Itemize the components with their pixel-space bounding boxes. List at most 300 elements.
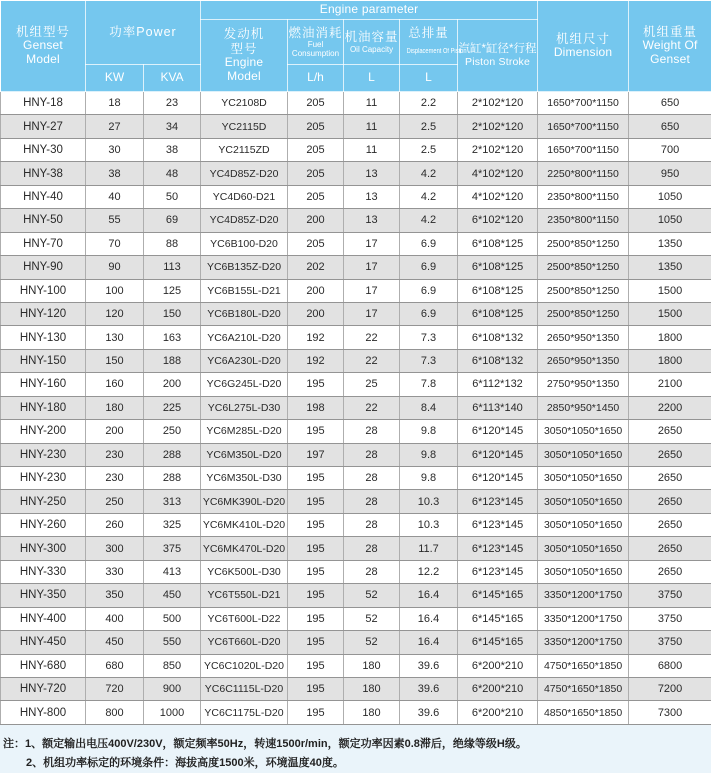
cell-piston: 6*108*132 bbox=[458, 326, 538, 349]
cell-model: HNY-230 bbox=[1, 443, 86, 466]
cell-model: HNY-260 bbox=[1, 513, 86, 536]
cell-kva: 200 bbox=[144, 373, 201, 396]
cell-kw: 40 bbox=[86, 185, 144, 208]
table-row bbox=[1, 443, 711, 466]
cell-model: HNY-27 bbox=[1, 115, 86, 138]
table-row bbox=[1, 349, 711, 372]
header-displacement-unit: L bbox=[400, 65, 458, 92]
cell-displacement: 6.9 bbox=[400, 232, 458, 255]
cell-oil: 22 bbox=[344, 326, 400, 349]
cell-engine: YC6G245L-D20 bbox=[201, 373, 288, 396]
note-2-text: 2、机组功率标定的环境条件：海拔高度1500米，环境温度40度。 bbox=[26, 757, 344, 769]
table-row bbox=[1, 256, 711, 279]
cell-kw: 260 bbox=[86, 513, 144, 536]
cell-model: HNY-720 bbox=[1, 677, 86, 700]
header-dimension-zh: 机组尺寸 bbox=[538, 32, 628, 46]
cell-weight: 1050 bbox=[629, 209, 711, 232]
cell-dim: 2500*850*1250 bbox=[538, 256, 629, 279]
cell-model: HNY-18 bbox=[1, 92, 86, 115]
cell-kva: 225 bbox=[144, 396, 201, 419]
header-power-label: 功率Power bbox=[86, 25, 200, 39]
cell-weight: 1800 bbox=[629, 349, 711, 372]
cell-dim: 3050*1050*1650 bbox=[538, 420, 629, 443]
cell-piston: 6*108*125 bbox=[458, 256, 538, 279]
cell-dim: 4750*1650*1850 bbox=[538, 677, 629, 700]
cell-displacement: 9.8 bbox=[400, 467, 458, 490]
header-genset-model bbox=[1, 1, 86, 92]
cell-fuel: 195 bbox=[288, 537, 344, 560]
cell-engine: YC6MK470L-D20 bbox=[201, 537, 288, 560]
cell-model: HNY-350 bbox=[1, 584, 86, 607]
cell-weight: 2650 bbox=[629, 420, 711, 443]
cell-piston: 6*102*120 bbox=[458, 209, 538, 232]
header-piston-stroke-zh: 汽缸*缸径*行程 bbox=[458, 43, 537, 56]
cell-piston: 6*123*145 bbox=[458, 537, 538, 560]
cell-weight: 3750 bbox=[629, 631, 711, 654]
cell-kva: 188 bbox=[144, 349, 201, 372]
cell-displacement: 4.2 bbox=[400, 209, 458, 232]
cell-piston: 2*102*120 bbox=[458, 92, 538, 115]
cell-oil: 28 bbox=[344, 513, 400, 536]
cell-fuel: 195 bbox=[288, 467, 344, 490]
cell-fuel: 195 bbox=[288, 701, 344, 724]
cell-fuel: 192 bbox=[288, 349, 344, 372]
cell-kva: 150 bbox=[144, 302, 201, 325]
cell-oil: 28 bbox=[344, 560, 400, 583]
cell-kw: 30 bbox=[86, 138, 144, 161]
cell-fuel: 195 bbox=[288, 373, 344, 396]
table-row bbox=[1, 373, 711, 396]
cell-piston: 6*200*210 bbox=[458, 654, 538, 677]
cell-model: HNY-450 bbox=[1, 631, 86, 654]
cell-displacement: 39.6 bbox=[400, 701, 458, 724]
cell-engine: YC6M285L-D20 bbox=[201, 420, 288, 443]
table-row bbox=[1, 584, 711, 607]
table-row bbox=[1, 420, 711, 443]
cell-displacement: 7.3 bbox=[400, 349, 458, 372]
cell-kw: 400 bbox=[86, 607, 144, 630]
cell-dim: 3050*1050*1650 bbox=[538, 560, 629, 583]
cell-fuel: 200 bbox=[288, 209, 344, 232]
cell-kva: 69 bbox=[144, 209, 201, 232]
cell-oil: 11 bbox=[344, 115, 400, 138]
cell-piston: 6*120*145 bbox=[458, 443, 538, 466]
table-row bbox=[1, 302, 711, 325]
header-power bbox=[86, 1, 201, 65]
cell-fuel: 195 bbox=[288, 513, 344, 536]
cell-fuel: 195 bbox=[288, 420, 344, 443]
cell-oil: 52 bbox=[344, 607, 400, 630]
cell-engine: YC6C1115L-D20 bbox=[201, 677, 288, 700]
cell-weight: 2100 bbox=[629, 373, 711, 396]
cell-engine: YC2115D bbox=[201, 115, 288, 138]
cell-oil: 11 bbox=[344, 92, 400, 115]
table-row bbox=[1, 138, 711, 161]
table-row bbox=[1, 490, 711, 513]
header-oil bbox=[344, 20, 400, 65]
cell-weight: 1350 bbox=[629, 256, 711, 279]
cell-dim: 4750*1650*1850 bbox=[538, 654, 629, 677]
cell-kva: 1000 bbox=[144, 701, 201, 724]
cell-engine: YC4D60-D21 bbox=[201, 185, 288, 208]
cell-displacement: 7.3 bbox=[400, 326, 458, 349]
cell-displacement: 11.7 bbox=[400, 537, 458, 560]
cell-kva: 288 bbox=[144, 443, 201, 466]
cell-dim: 3050*1050*1650 bbox=[538, 490, 629, 513]
cell-displacement: 6.9 bbox=[400, 256, 458, 279]
cell-model: HNY-50 bbox=[1, 209, 86, 232]
cell-dim: 3350*1200*1750 bbox=[538, 631, 629, 654]
cell-displacement: 6.9 bbox=[400, 302, 458, 325]
cell-displacement: 2.5 bbox=[400, 138, 458, 161]
cell-kva: 550 bbox=[144, 631, 201, 654]
cell-displacement: 9.8 bbox=[400, 420, 458, 443]
cell-weight: 2200 bbox=[629, 396, 711, 419]
cell-kva: 23 bbox=[144, 92, 201, 115]
cell-fuel: 205 bbox=[288, 92, 344, 115]
cell-engine: YC6L275L-D30 bbox=[201, 396, 288, 419]
cell-displacement: 16.4 bbox=[400, 631, 458, 654]
cell-kw: 100 bbox=[86, 279, 144, 302]
cell-displacement: 2.2 bbox=[400, 92, 458, 115]
note-1-text: 1、额定输出电压400V/230V，额定频率50Hz，转速1500r/min，额定功率因素0.8滞后，绝缘等级H级。 bbox=[25, 738, 527, 750]
cell-kw: 800 bbox=[86, 701, 144, 724]
cell-piston: 6*145*165 bbox=[458, 631, 538, 654]
cell-engine: YC2115ZD bbox=[201, 138, 288, 161]
cell-fuel: 205 bbox=[288, 162, 344, 185]
cell-kw: 27 bbox=[86, 115, 144, 138]
cell-dim: 4850*1650*1850 bbox=[538, 701, 629, 724]
cell-fuel: 200 bbox=[288, 279, 344, 302]
cell-weight: 1050 bbox=[629, 185, 711, 208]
table-row bbox=[1, 631, 711, 654]
cell-weight: 650 bbox=[629, 115, 711, 138]
cell-oil: 28 bbox=[344, 443, 400, 466]
cell-fuel: 205 bbox=[288, 232, 344, 255]
cell-engine: YC4D85Z-D20 bbox=[201, 209, 288, 232]
cell-displacement: 39.6 bbox=[400, 677, 458, 700]
cell-engine: YC6T660L-D20 bbox=[201, 631, 288, 654]
cell-dim: 2500*850*1250 bbox=[538, 279, 629, 302]
header-dimension-en: Dimension bbox=[538, 46, 628, 60]
cell-piston: 6*120*145 bbox=[458, 467, 538, 490]
cell-kw: 38 bbox=[86, 162, 144, 185]
header-engine-parameter-label: Engine parameter bbox=[320, 2, 419, 16]
cell-piston: 2*102*120 bbox=[458, 115, 538, 138]
table-row bbox=[1, 162, 711, 185]
cell-dim: 2500*850*1250 bbox=[538, 232, 629, 255]
cell-model: HNY-300 bbox=[1, 537, 86, 560]
cell-weight: 3750 bbox=[629, 607, 711, 630]
cell-piston: 4*102*120 bbox=[458, 162, 538, 185]
table-row bbox=[1, 115, 711, 138]
cell-kva: 413 bbox=[144, 560, 201, 583]
table-row bbox=[1, 185, 711, 208]
cell-kw: 55 bbox=[86, 209, 144, 232]
cell-kva: 500 bbox=[144, 607, 201, 630]
header-fuel-en: Fuel Consumption bbox=[288, 40, 343, 58]
cell-kw: 680 bbox=[86, 654, 144, 677]
cell-model: HNY-120 bbox=[1, 302, 86, 325]
note-line-2 bbox=[3, 754, 707, 773]
cell-kw: 230 bbox=[86, 443, 144, 466]
cell-weight: 1350 bbox=[629, 232, 711, 255]
cell-oil: 52 bbox=[344, 631, 400, 654]
cell-dim: 1650*700*1150 bbox=[538, 138, 629, 161]
cell-engine: YC6T600L-D22 bbox=[201, 607, 288, 630]
cell-engine: YC6C1175L-D20 bbox=[201, 701, 288, 724]
header-oil-zh: 机油容量 bbox=[344, 30, 399, 44]
cell-model: HNY-180 bbox=[1, 396, 86, 419]
cell-kva: 48 bbox=[144, 162, 201, 185]
cell-dim: 2500*850*1250 bbox=[538, 302, 629, 325]
cell-oil: 28 bbox=[344, 420, 400, 443]
cell-weight: 3750 bbox=[629, 584, 711, 607]
cell-fuel: 202 bbox=[288, 256, 344, 279]
cell-kw: 70 bbox=[86, 232, 144, 255]
cell-weight: 2650 bbox=[629, 513, 711, 536]
cell-displacement: 10.3 bbox=[400, 490, 458, 513]
cell-weight: 700 bbox=[629, 138, 711, 161]
cell-dim: 3050*1050*1650 bbox=[538, 443, 629, 466]
cell-engine: YC4D85Z-D20 bbox=[201, 162, 288, 185]
cell-oil: 180 bbox=[344, 701, 400, 724]
cell-piston: 6*108*125 bbox=[458, 232, 538, 255]
table-row bbox=[1, 560, 711, 583]
cell-model: HNY-250 bbox=[1, 490, 86, 513]
cell-kva: 375 bbox=[144, 537, 201, 560]
header-genset-model-en: Genset Model bbox=[16, 39, 71, 67]
header-fuel bbox=[288, 20, 344, 65]
header-weight bbox=[629, 1, 711, 92]
table-header bbox=[1, 1, 711, 92]
cell-kva: 88 bbox=[144, 232, 201, 255]
cell-weight: 2650 bbox=[629, 560, 711, 583]
cell-oil: 28 bbox=[344, 467, 400, 490]
cell-kva: 34 bbox=[144, 115, 201, 138]
cell-oil: 11 bbox=[344, 138, 400, 161]
cell-weight: 650 bbox=[629, 92, 711, 115]
cell-dim: 2650*950*1350 bbox=[538, 326, 629, 349]
cell-kva: 450 bbox=[144, 584, 201, 607]
cell-dim: 3350*1200*1750 bbox=[538, 607, 629, 630]
cell-oil: 22 bbox=[344, 349, 400, 372]
cell-engine: YC6B100-D20 bbox=[201, 232, 288, 255]
cell-engine: YC6T550L-D21 bbox=[201, 584, 288, 607]
cell-kw: 250 bbox=[86, 490, 144, 513]
cell-kva: 850 bbox=[144, 654, 201, 677]
cell-kva: 250 bbox=[144, 420, 201, 443]
cell-model: HNY-100 bbox=[1, 279, 86, 302]
cell-kva: 163 bbox=[144, 326, 201, 349]
cell-weight: 6800 bbox=[629, 654, 711, 677]
cell-fuel: 200 bbox=[288, 302, 344, 325]
table-row bbox=[1, 701, 711, 724]
cell-oil: 52 bbox=[344, 584, 400, 607]
cell-kw: 330 bbox=[86, 560, 144, 583]
cell-oil: 17 bbox=[344, 302, 400, 325]
cell-kw: 180 bbox=[86, 396, 144, 419]
cell-weight: 2650 bbox=[629, 537, 711, 560]
cell-oil: 13 bbox=[344, 185, 400, 208]
cell-displacement: 16.4 bbox=[400, 607, 458, 630]
cell-piston: 6*113*140 bbox=[458, 396, 538, 419]
table-row bbox=[1, 513, 711, 536]
cell-oil: 28 bbox=[344, 490, 400, 513]
cell-weight: 950 bbox=[629, 162, 711, 185]
cell-oil: 180 bbox=[344, 654, 400, 677]
cell-kva: 125 bbox=[144, 279, 201, 302]
cell-oil: 25 bbox=[344, 373, 400, 396]
cell-piston: 6*200*210 bbox=[458, 677, 538, 700]
cell-engine: YC6MK410L-D20 bbox=[201, 513, 288, 536]
cell-displacement: 12.2 bbox=[400, 560, 458, 583]
cell-dim: 2350*800*1150 bbox=[538, 185, 629, 208]
header-weight-en: Weight Of Genset bbox=[643, 39, 698, 67]
header-engine-model-zh: 发动机型号 bbox=[222, 27, 266, 56]
table-row bbox=[1, 326, 711, 349]
cell-displacement: 2.5 bbox=[400, 115, 458, 138]
cell-kw: 130 bbox=[86, 326, 144, 349]
header-oil-en: Oil Capacity bbox=[344, 45, 399, 54]
cell-engine: YC6A210L-D20 bbox=[201, 326, 288, 349]
header-displacement-en: Displacement Of Piston bbox=[407, 48, 467, 56]
cell-engine: YC6A230L-D20 bbox=[201, 349, 288, 372]
cell-dim: 1650*700*1150 bbox=[538, 115, 629, 138]
cell-kw: 18 bbox=[86, 92, 144, 115]
cell-kw: 200 bbox=[86, 420, 144, 443]
cell-dim: 2650*950*1350 bbox=[538, 349, 629, 372]
cell-kw: 350 bbox=[86, 584, 144, 607]
cell-oil: 180 bbox=[344, 677, 400, 700]
table-body bbox=[1, 92, 711, 725]
cell-oil: 17 bbox=[344, 279, 400, 302]
cell-engine: YC6B155L-D21 bbox=[201, 279, 288, 302]
cell-model: HNY-130 bbox=[1, 326, 86, 349]
cell-fuel: 195 bbox=[288, 677, 344, 700]
cell-fuel: 195 bbox=[288, 631, 344, 654]
cell-weight: 2650 bbox=[629, 467, 711, 490]
table-row bbox=[1, 92, 711, 115]
table-row bbox=[1, 607, 711, 630]
cell-displacement: 39.6 bbox=[400, 654, 458, 677]
cell-piston: 6*123*145 bbox=[458, 560, 538, 583]
table-row bbox=[1, 279, 711, 302]
cell-fuel: 195 bbox=[288, 654, 344, 677]
cell-oil: 28 bbox=[344, 537, 400, 560]
cell-engine: YC2108D bbox=[201, 92, 288, 115]
cell-model: HNY-38 bbox=[1, 162, 86, 185]
table-row bbox=[1, 537, 711, 560]
cell-dim: 2750*950*1350 bbox=[538, 373, 629, 396]
cell-fuel: 195 bbox=[288, 490, 344, 513]
table-row bbox=[1, 467, 711, 490]
cell-engine: YC6C1020L-D20 bbox=[201, 654, 288, 677]
cell-oil: 13 bbox=[344, 162, 400, 185]
cell-kw: 230 bbox=[86, 467, 144, 490]
header-engine-parameter bbox=[201, 1, 538, 20]
cell-dim: 1650*700*1150 bbox=[538, 92, 629, 115]
cell-fuel: 195 bbox=[288, 607, 344, 630]
cell-piston: 6*123*145 bbox=[458, 490, 538, 513]
cell-piston: 6*112*132 bbox=[458, 373, 538, 396]
cell-piston: 6*200*210 bbox=[458, 701, 538, 724]
cell-weight: 7300 bbox=[629, 701, 711, 724]
cell-oil: 22 bbox=[344, 396, 400, 419]
cell-displacement: 4.2 bbox=[400, 185, 458, 208]
cell-displacement: 7.8 bbox=[400, 373, 458, 396]
cell-piston: 6*108*125 bbox=[458, 279, 538, 302]
cell-kva: 50 bbox=[144, 185, 201, 208]
cell-engine: YC6K500L-D30 bbox=[201, 560, 288, 583]
cell-fuel: 192 bbox=[288, 326, 344, 349]
cell-kva: 325 bbox=[144, 513, 201, 536]
cell-dim: 3050*1050*1650 bbox=[538, 467, 629, 490]
cell-model: HNY-230 bbox=[1, 467, 86, 490]
note-line-1 bbox=[3, 735, 707, 754]
cell-weight: 7200 bbox=[629, 677, 711, 700]
cell-model: HNY-70 bbox=[1, 232, 86, 255]
notes bbox=[0, 725, 711, 773]
cell-weight: 2650 bbox=[629, 443, 711, 466]
header-kw: KW bbox=[86, 65, 144, 92]
cell-kw: 450 bbox=[86, 631, 144, 654]
cell-dim: 2350*800*1150 bbox=[538, 209, 629, 232]
cell-piston: 6*145*165 bbox=[458, 584, 538, 607]
header-displacement-zh: 总排量 bbox=[400, 26, 457, 40]
cell-fuel: 205 bbox=[288, 185, 344, 208]
cell-dim: 3050*1050*1650 bbox=[538, 537, 629, 560]
header-oil-unit: L bbox=[344, 65, 400, 92]
cell-kva: 38 bbox=[144, 138, 201, 161]
cell-piston: 2*102*120 bbox=[458, 138, 538, 161]
cell-engine: YC6B180L-D20 bbox=[201, 302, 288, 325]
cell-displacement: 10.3 bbox=[400, 513, 458, 536]
cell-fuel: 198 bbox=[288, 396, 344, 419]
table-row bbox=[1, 654, 711, 677]
cell-displacement: 9.8 bbox=[400, 443, 458, 466]
cell-model: HNY-160 bbox=[1, 373, 86, 396]
table-row bbox=[1, 677, 711, 700]
cell-displacement: 8.4 bbox=[400, 396, 458, 419]
cell-fuel: 197 bbox=[288, 443, 344, 466]
cell-weight: 2650 bbox=[629, 490, 711, 513]
cell-engine: YC6M350L-D30 bbox=[201, 467, 288, 490]
header-fuel-zh: 燃油消耗 bbox=[288, 26, 343, 40]
cell-fuel: 205 bbox=[288, 138, 344, 161]
cell-kw: 160 bbox=[86, 373, 144, 396]
header-kva: KVA bbox=[144, 65, 201, 92]
cell-engine: YC6MK390L-D20 bbox=[201, 490, 288, 513]
cell-fuel: 205 bbox=[288, 115, 344, 138]
cell-model: HNY-200 bbox=[1, 420, 86, 443]
header-dimension bbox=[538, 1, 629, 92]
cell-model: HNY-680 bbox=[1, 654, 86, 677]
cell-model: HNY-30 bbox=[1, 138, 86, 161]
cell-dim: 2250*800*1150 bbox=[538, 162, 629, 185]
cell-model: HNY-400 bbox=[1, 607, 86, 630]
cell-kw: 90 bbox=[86, 256, 144, 279]
cell-model: HNY-150 bbox=[1, 349, 86, 372]
cell-kw: 150 bbox=[86, 349, 144, 372]
cell-kw: 720 bbox=[86, 677, 144, 700]
cell-oil: 13 bbox=[344, 209, 400, 232]
cell-kva: 288 bbox=[144, 467, 201, 490]
table-row bbox=[1, 209, 711, 232]
cell-displacement: 4.2 bbox=[400, 162, 458, 185]
header-engine-model-en: Engine Model bbox=[217, 56, 272, 84]
header-engine-model bbox=[201, 20, 288, 92]
